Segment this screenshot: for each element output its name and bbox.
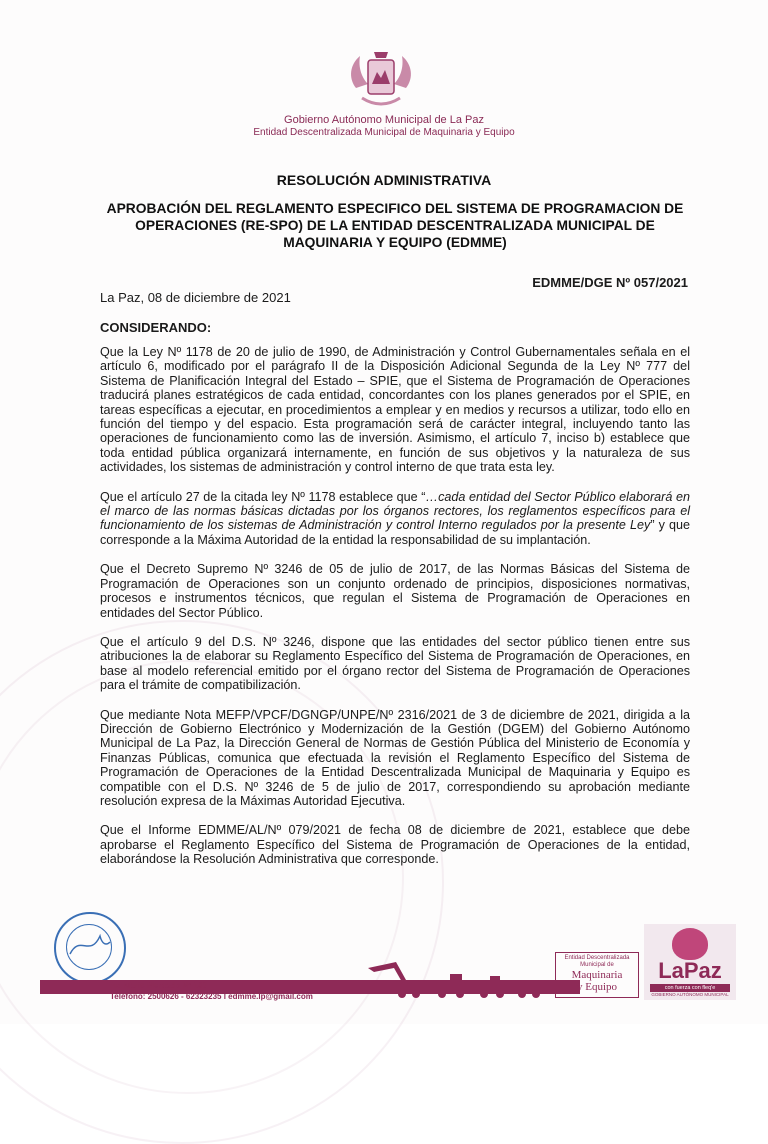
entity-logo-line2: y Equipo [576, 981, 618, 993]
entity-logo [555, 952, 639, 998]
flower-icon [672, 928, 708, 960]
footer-phone: Teléfono: 2500626 - 62323235 l edmme.lp@gmail.com [110, 992, 313, 1001]
paragraph-6: Que el Informe EDMME/AL/Nº 079/2021 de fecha 08 de diciembre de 2021, establece que debe aprobarse el Reglamento Específico del Sistema de Programación de Operaciones de la entidad, elaborándose la Resolución Administrativa que corresponde. [100, 823, 690, 867]
coat-of-arms-icon [344, 48, 418, 112]
paragraph-3: Que el Decreto Supremo Nº 3246 de 05 de julio de 2017, de las Normas Básicas del Sistema de Programación de Operaciones son un conjunto ordenado de principios, disposiciones normativas, procesos e instrumentos técnicos, que regulan el Sistema de Programación de Operaciones en entidades del Sector Público. [100, 562, 690, 620]
document-title: RESOLUCIÓN ADMINISTRATIVA [276, 172, 492, 188]
footer-address: Av. Mario Mercado Nº 100 [110, 981, 207, 990]
paragraph-2-end: ” y que corresponde a la Máxima Autoridad de la entidad la responsabilidad de su implantación. [100, 518, 690, 547]
official-stamp-icon [54, 912, 126, 984]
entity-logo-line1: Maquinaria [571, 969, 623, 981]
entity-logo-small: Entidad Descentralizada Municipal de [564, 955, 630, 968]
stamp-signature [56, 914, 120, 978]
header-line-2: Entidad Descentralizada Municipal de Maquinaria y Equipo [253, 127, 515, 138]
paragraph-4: Que el artículo 9 del D.S. Nº 3246, dispone que las entidades del sector público tienen entre sus atribuciones la de elaborar su Reglamento Específico del Sistema de Programación de Operaciones, en base al modelo referencial emitido por el órgano rector del Sistema de Programación de Operaciones para el trámite de compatibilización. [100, 634, 690, 693]
lapaz-slogan: con fuerza con fleq'e [650, 984, 730, 992]
paragraph-1: Que la Ley Nº 1178 de 20 de julio de 1990, de Administración y Control Gubernamentales señala en el artículo 6, modificado por el parágrafo II de la Disposición Adicional Segunda de la Ley Nº 777 del Sistema de Planificación Integral del Estado – SPIE, que el Sistema de Programación de Operaciones traducirá planes estratégicos de cada entidad, concordantes con los planes generados por el SPIE, en tareas específicas a ejecutar, en procedimientos a emplear y en medios y recursos a utilizar, todo ello en función del tiempo y del espacio. Esta programación será de carácter integral, incluyendo tanto las operaciones de funcionamiento como las de inversión. Asimismo, el artículo 7, inciso b) establece que toda entidad pública organizará internamente, en función de sus objetivos y la naturaleza de sus actividades, los sistemas de administración y control interno de que trata esta ley. [100, 345, 690, 475]
document-body [100, 345, 690, 882]
paragraph-2 [100, 490, 690, 548]
lapaz-logo-title: LaPaz [658, 958, 722, 983]
considerando-heading: CONSIDERANDO: [100, 320, 212, 335]
footer-contact [110, 980, 313, 1002]
header-line-1: Gobierno Autónomo Municipal de La Paz [284, 114, 484, 126]
paragraph-2-quote: …cada entidad del Sector Público elaborará en el marco de las normas básicas dictadas por los órganos rectores, los reglamentos específicos para el funcionamiento de los sistemas de Administración y control Interno regulados por la presente Ley [100, 489, 690, 533]
lapaz-logo [644, 924, 736, 1000]
paragraph-5: Que mediante Nota MEFP/VPCF/DGNGP/UNPE/Nº 2316/2021 de 3 de diciembre de 2021, dirigida a la Dirección de Gobierno Electrónico y Modernización de la Gestión (DGEM) del Gobierno Autónomo Municipal de La Paz, la Dirección General de Normas de Gestión Pública del Ministerio de Economía y Finanzas Públicas, comunica que efectuada la revisión el Reglamento Específico del Sistema de Programación de Operaciones de la Entidad Descentralizada Municipal de Maquinaria y Equipo es compatible con el D.S. Nº 3246 de 5 de julio de 2017, correspondiendo su aprobación mediante resolución expresa de la Máximas Autoridad Ejecutiva. [100, 707, 690, 808]
lapaz-subtitle: GOBIERNO AUTÓNOMO MUNICIPAL [651, 992, 729, 997]
resolution-number: EDMME/DGE Nº 057/2021 [532, 275, 688, 290]
paragraph-2-start: Que el artículo 27 de la citada ley Nº 1178 establece que “ [100, 489, 426, 504]
document-subtitle: APROBACIÓN DEL REGLAMENTO ESPECIFICO DEL SISTEMA DE PROGRAMACION DE OPERACIONES (RE-SPO) DE LA ENTIDAD DESCENTRALIZADA MUNICIPAL DE MAQUINARIA Y EQUIPO (EDMME) [106, 201, 684, 250]
document-date: La Paz, 08 de diciembre de 2021 [100, 290, 291, 305]
construction-machinery-icon [366, 960, 546, 1000]
